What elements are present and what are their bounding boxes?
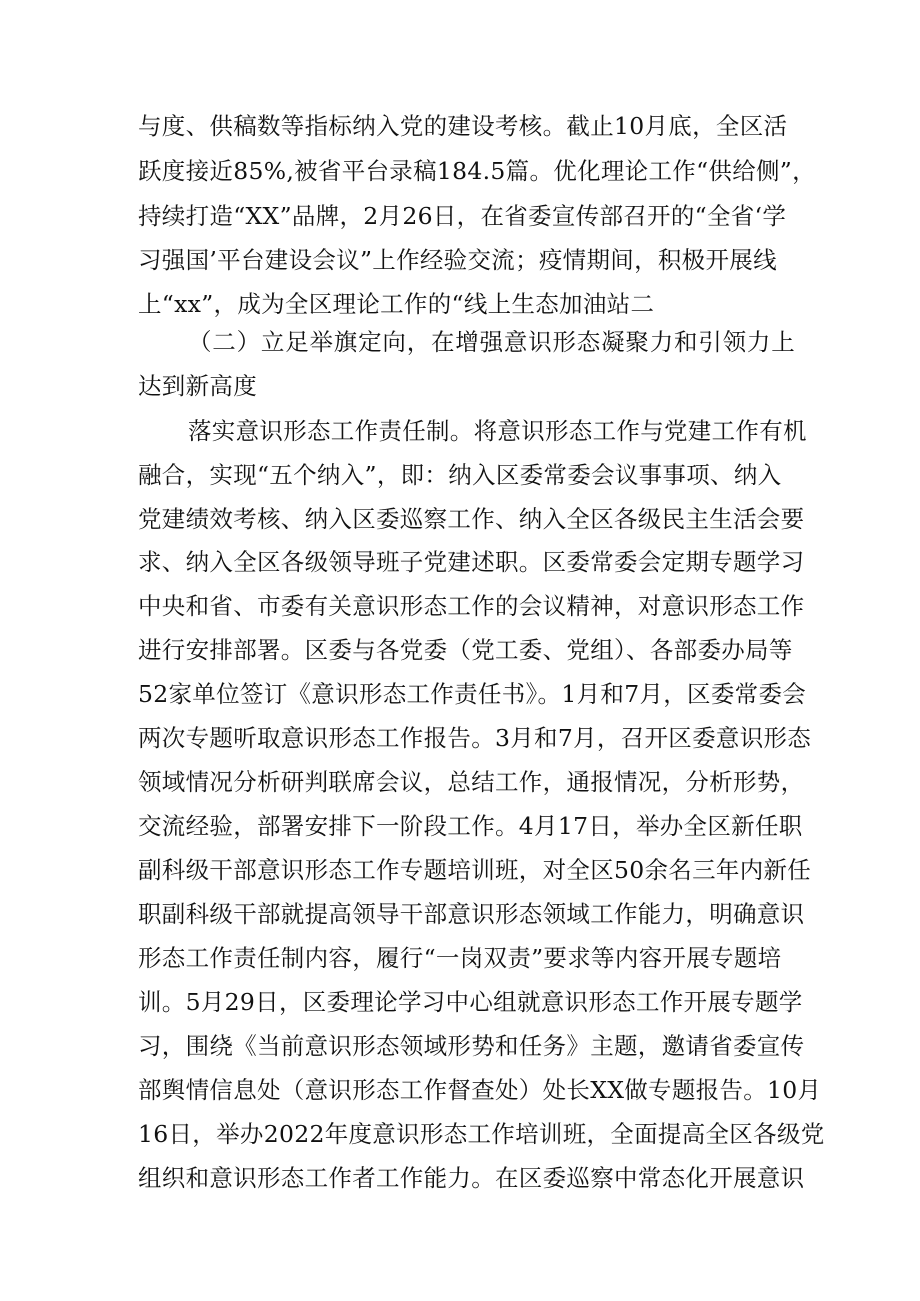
text-line: 16日，举办2022年度意识形态工作培训班，全面提高全区各级党: [138, 1120, 825, 1148]
text-line: 与度、供稿数等指标纳入党的建设考核。截止10月底，全区活: [138, 112, 788, 140]
section-heading-continuation: 达到新高度: [138, 372, 257, 400]
text-line: 职副科级干部就提高领导干部意识形态领域工作能力，明确意识: [138, 900, 805, 928]
text-line: 进行安排部署。区委与各党委（党工委、党组）、各部委办局等: [138, 636, 793, 664]
text-line: 训。5月29日，区委理论学习中心组就意识形态工作开展专题学: [138, 988, 803, 1016]
text-line: 交流经验，部署安排下一阶段工作。4月17日，举办全区新任职: [138, 812, 803, 840]
paragraph-first-line: 落实意识形态工作责任制。将意识形态工作与党建工作有机: [188, 417, 807, 445]
text-line: 中央和省、市委有关意识形态工作的会议精神，对意识形态工作: [138, 592, 805, 620]
text-line: 组织和意识形态工作者工作能力。在区委巡察中常态化开展意识: [138, 1164, 805, 1192]
text-line: 领域情况分析研判联席会议，总结工作，通报情况，分析形势，: [138, 768, 805, 796]
text-line: 副科级干部意识形态工作专题培训班，对全区50余名三年内新任: [138, 856, 812, 884]
text-line: 求、纳入全区各级领导班子党建述职。区委常委会定期专题学习: [138, 548, 805, 576]
text-line: 52家单位签订《意识形态工作责任书》。1月和7月，区委常委会: [138, 680, 807, 708]
text-line: 形态工作责任制内容，履行“一岗双责”要求等内容开展专题培: [138, 944, 782, 972]
text-line: 党建绩效考核、纳入区委巡察工作、纳入全区各级民主生活会要: [138, 505, 805, 533]
text-line: 融合，实现“五个纳入”，即：纳入区委常委会议事事项、纳入: [138, 461, 782, 489]
text-line: 习，围绕《当前意识形态领域形势和任务》主题，邀请省委宣传: [138, 1032, 805, 1060]
text-line: 两次专题听取意识形态工作报告。3月和7月，召开区委意识形态: [138, 724, 812, 752]
text-line: 上“xx”，成为全区理论工作的“线上生态加油站二: [138, 290, 655, 318]
text-line: 持续打造“XX”品牌，2月26日，在省委宣传部召开的“全省‘学: [138, 202, 787, 230]
text-line: 跃度接近85%,被省平台录稿184.5篇。优化理论工作“供给侧”，: [138, 157, 816, 185]
section-heading: （二）立足举旗定向，在增强意识形态凝聚力和引领力上: [188, 328, 796, 356]
text-line: 习强国’平台建设会议”上作经验交流；疫情期间，积极开展线: [138, 246, 777, 274]
text-line: 部舆情信息处（意识形态工作督查处）处长XX做专题报告。10月: [138, 1076, 822, 1104]
